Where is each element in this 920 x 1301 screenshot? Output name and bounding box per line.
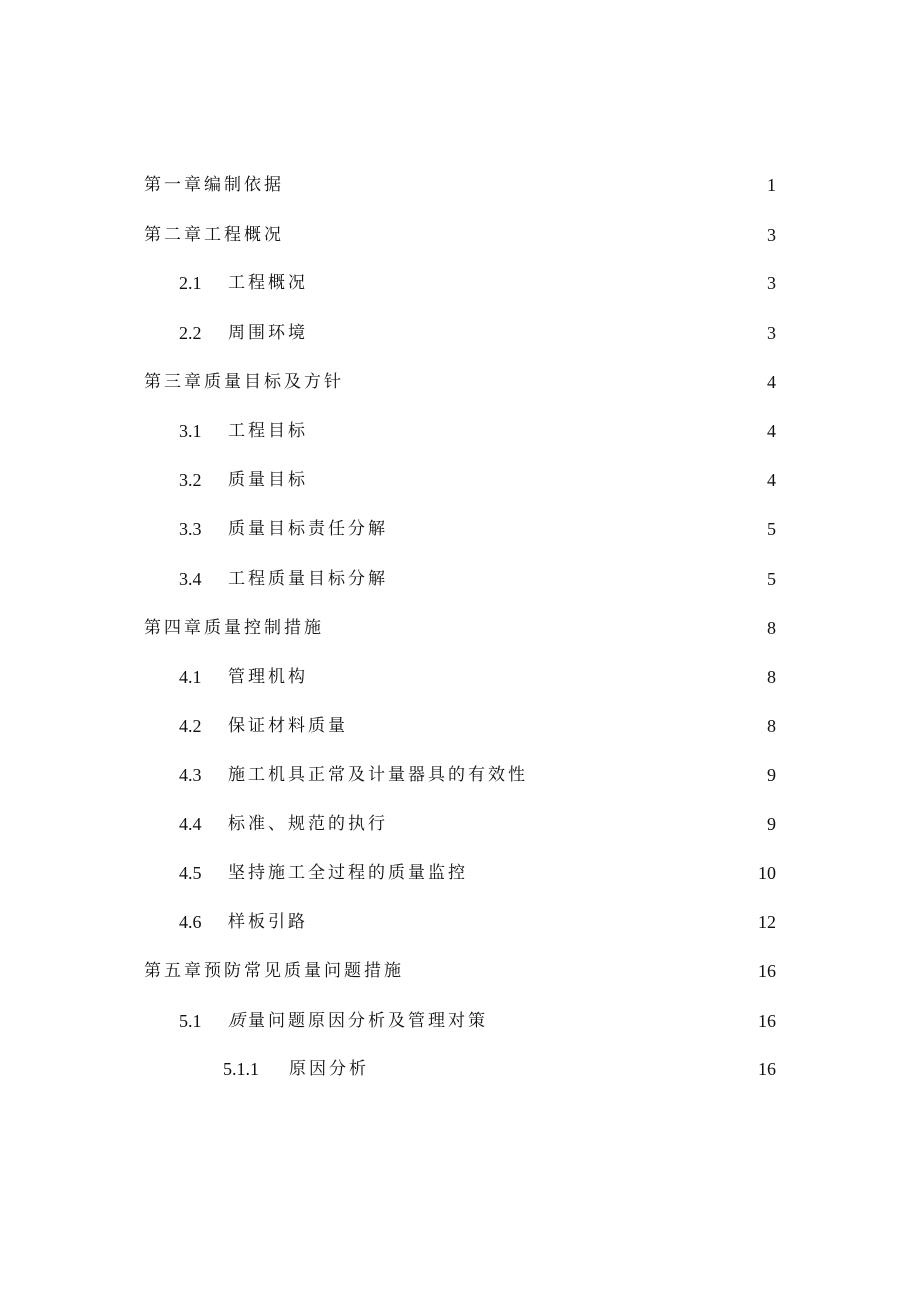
dot-leader [288, 172, 761, 198]
toc-entry-number: 3.1 [179, 421, 202, 441]
toc-entry-title: 样板引路 [228, 912, 308, 932]
toc-entry-number: 3.3 [179, 519, 202, 539]
toc-entry-title: 工程概况 [228, 273, 308, 293]
toc-entry[interactable] [179, 1008, 776, 1034]
dot-leader [492, 1008, 752, 1034]
toc-entry-page: 4 [767, 372, 776, 392]
toc-entry-title: 第三章质量目标及方针 [144, 372, 344, 392]
toc-entry-page: 3 [767, 273, 776, 293]
dot-leader [352, 713, 761, 739]
dot-leader [348, 369, 761, 395]
dot-leader [288, 222, 761, 248]
toc-entry-title: 坚持施工全过程的质量监控 [228, 863, 468, 883]
toc-entry[interactable] [179, 713, 776, 739]
dot-leader [312, 270, 761, 296]
toc-entry[interactable] [144, 958, 776, 984]
toc-entry[interactable] [179, 566, 776, 592]
dot-leader [532, 762, 761, 788]
toc-entry-number: 4.5 [179, 863, 202, 883]
toc-entry-page: 3 [767, 323, 776, 343]
toc-entry-title: 管理机构 [228, 667, 308, 687]
toc-entry[interactable] [179, 664, 776, 690]
toc-entry-page: 9 [767, 765, 776, 785]
toc-entry-number: 2.1 [179, 273, 202, 293]
dot-leader [392, 516, 761, 542]
toc-entry-title: 质量目标 [228, 470, 308, 490]
toc-entry-number: 5.1.1 [223, 1059, 259, 1079]
toc-entry[interactable] [144, 369, 776, 395]
toc-entry-page: 9 [767, 814, 776, 834]
toc-entry[interactable] [179, 516, 776, 542]
toc-entry-number: 3.2 [179, 470, 202, 490]
dot-leader [312, 664, 761, 690]
toc-entry-title: 标准、规范的执行 [228, 814, 388, 834]
dot-leader [312, 320, 761, 346]
toc-entry-number: 4.2 [179, 716, 202, 736]
toc-entry-page: 5 [767, 569, 776, 589]
toc-entry[interactable] [144, 222, 776, 248]
toc-entry-number: 4.3 [179, 765, 202, 785]
dot-leader [312, 467, 761, 493]
toc-entry-title: 第一章编制依据 [144, 175, 284, 195]
toc-entry-page: 10 [758, 863, 776, 883]
dot-leader [472, 860, 752, 886]
toc-entry-number: 4.1 [179, 667, 202, 687]
toc-entry-page: 16 [758, 961, 776, 981]
toc-entry-title: 第五章预防常见质量问题措施 [144, 961, 404, 981]
toc-entry-number: 3.4 [179, 569, 202, 589]
toc-entry-title: 质量问题原因分析及管理对策 [228, 1011, 488, 1031]
toc-entry[interactable] [179, 320, 776, 346]
toc-entry-number: 2.2 [179, 323, 202, 343]
toc-entry-title: 第四章质量控制措施 [144, 618, 324, 638]
toc-entry-title: 工程目标 [228, 421, 308, 441]
toc-entry-number: 4.4 [179, 814, 202, 834]
toc-entry[interactable] [179, 811, 776, 837]
dot-leader [392, 811, 761, 837]
toc-entry[interactable] [179, 418, 776, 444]
toc-entry[interactable] [179, 909, 776, 935]
toc-entry-page: 12 [758, 912, 776, 932]
toc-entry-title: 保证材料质量 [228, 716, 348, 736]
dot-leader [408, 958, 752, 984]
toc-entry[interactable] [179, 467, 776, 493]
toc-entry[interactable] [144, 615, 776, 641]
toc-entry-title: 工程质量目标分解 [228, 569, 388, 589]
toc-entry-title: 原因分析 [289, 1059, 369, 1079]
toc-entry-title: 施工机具正常及计量器具的有效性 [228, 765, 528, 785]
toc-entry-page: 5 [767, 519, 776, 539]
toc-entry[interactable] [144, 172, 776, 198]
toc-entry-title: 周围环境 [228, 323, 308, 343]
toc-entry-title: 第二章工程概况 [144, 225, 284, 245]
toc-entry[interactable] [223, 1056, 776, 1082]
dot-leader [328, 615, 761, 641]
toc-entry-number: 4.6 [179, 912, 202, 932]
dot-leader [312, 909, 752, 935]
dot-leader [392, 566, 761, 592]
toc-entry-page: 3 [767, 225, 776, 245]
toc-entry-title: 质量目标责任分解 [228, 519, 388, 539]
toc-entry-page: 1 [767, 175, 776, 195]
dot-leader [312, 418, 761, 444]
toc-entry-page: 16 [758, 1011, 776, 1031]
toc-entry-page: 8 [767, 667, 776, 687]
toc-entry[interactable] [179, 762, 776, 788]
dot-leader [373, 1056, 752, 1082]
toc-entry-page: 4 [767, 421, 776, 441]
toc-entry-number: 5.1 [179, 1011, 202, 1031]
toc-entry-page: 4 [767, 470, 776, 490]
toc-entry-page: 8 [767, 618, 776, 638]
toc-entry[interactable] [179, 270, 776, 296]
toc-entry[interactable] [179, 860, 776, 886]
toc-entry-page: 16 [758, 1059, 776, 1079]
toc-entry-page: 8 [767, 716, 776, 736]
